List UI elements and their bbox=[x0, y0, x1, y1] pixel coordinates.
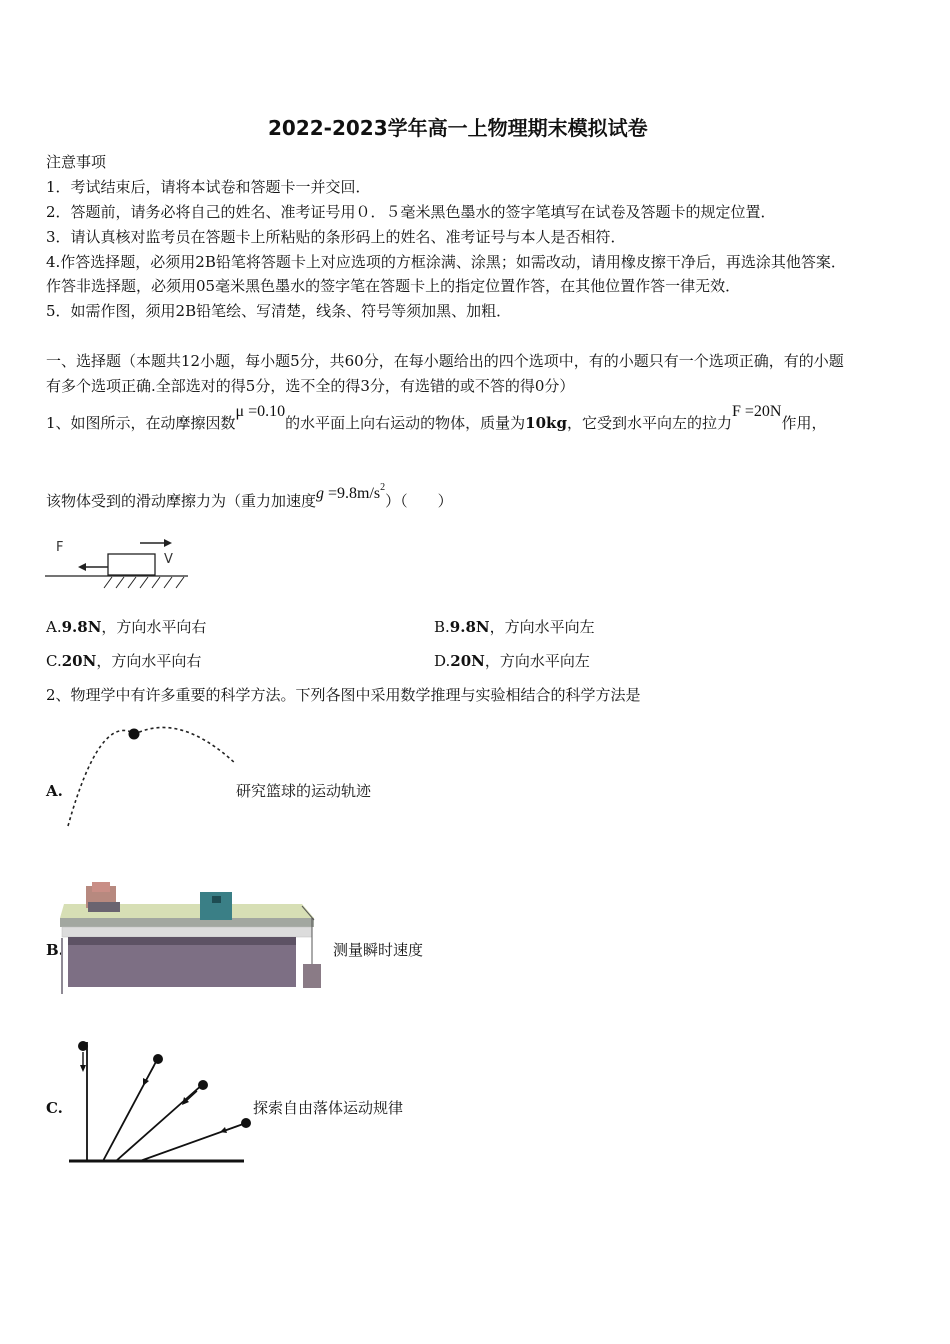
option-letter: D. bbox=[434, 652, 451, 670]
q1-option-a[interactable] bbox=[46, 617, 206, 637]
option-value: 20N bbox=[61, 652, 97, 670]
ball-medium bbox=[198, 1080, 208, 1090]
notice-item-5: 5．如需作图，须用2B铅笔绘、写清楚，线条、符号等须加黑、加粗． bbox=[46, 302, 512, 320]
table-base-shadow bbox=[68, 937, 296, 945]
section-instructions-line1: 一、选择题（本题共12小题，每小题5分，共60分，在每小题给出的四个选项中，有的小题只有一个选项正确，有的小题 bbox=[46, 352, 844, 370]
track-side bbox=[60, 918, 314, 927]
q1-g-symbol: g bbox=[316, 485, 325, 502]
option-value: 20N bbox=[450, 652, 485, 670]
option-text: ，方向水平向右 bbox=[101, 618, 207, 636]
q2-option-c-letter[interactable]: C. bbox=[46, 1099, 63, 1117]
q1-g bbox=[316, 482, 386, 502]
q1-stem-line1 bbox=[46, 404, 826, 443]
arrowhead-shallow bbox=[220, 1127, 227, 1133]
ball-vertical bbox=[78, 1041, 88, 1051]
q1-option-b[interactable] bbox=[434, 617, 595, 637]
glider bbox=[88, 902, 120, 912]
q1-text-e: 该物体受到的滑动摩擦力为（重力加速度 bbox=[46, 492, 317, 510]
q1-option-d[interactable] bbox=[434, 651, 590, 671]
q2-stem: 2、物理学中有许多重要的科学方法。下列各图中采用数学推理与实验相结合的科学方法是 bbox=[46, 686, 641, 704]
q1-option-c[interactable] bbox=[46, 651, 201, 671]
arrow-shallow bbox=[224, 1126, 238, 1131]
q2-option-a-letter[interactable]: A. bbox=[46, 782, 63, 800]
arrow-steep bbox=[145, 1066, 154, 1082]
q1-figure-f-label: F bbox=[56, 540, 64, 555]
option-value: 9.8N bbox=[449, 618, 490, 636]
notice-item-4-cont: 作答非选择题，必须用05毫米黑色墨水的签字笔在答题卡上的指定位置作答，在其他位置作答一律无效． bbox=[46, 277, 741, 295]
notice-heading: 注意事项 bbox=[46, 153, 107, 171]
q1-mass: 10kg bbox=[525, 414, 567, 432]
arrowhead-vertical bbox=[80, 1065, 86, 1072]
q1-force-arrowhead bbox=[78, 563, 86, 571]
trajectory-dotted-path bbox=[68, 727, 236, 826]
option-text: ，方向水平向左 bbox=[489, 618, 595, 636]
q2-option-a-caption: 研究篮球的运动轨迹 bbox=[236, 782, 372, 800]
section-instructions-line2: 有多个选项正确.全部选对的得5分，选不全的得3分，有选错的或不答的得0分） bbox=[46, 377, 575, 395]
photogate-part bbox=[92, 882, 110, 892]
q1-mu: μ =0.10 bbox=[235, 403, 286, 420]
option-letter: C. bbox=[46, 652, 62, 670]
incline-medium bbox=[116, 1084, 203, 1161]
q2-option-b-caption: 测量瞬时速度 bbox=[333, 941, 424, 959]
page-title: 2022-2023学年高一上物理期末模拟试卷 bbox=[268, 116, 648, 140]
q1-figure-v-label: V bbox=[164, 552, 173, 567]
q1-velocity-arrowhead bbox=[164, 539, 172, 547]
q2-option-b-letter[interactable]: B. bbox=[46, 941, 64, 959]
q1-text-a: 1、如图所示，在动摩擦因数 bbox=[46, 414, 236, 432]
basketball-dot bbox=[129, 729, 140, 740]
notice-item-1: 1．考试结束后，请将本试卷和答题卡一并交回． bbox=[46, 178, 371, 196]
sensor-hole bbox=[212, 896, 221, 903]
q1-block bbox=[108, 554, 155, 575]
notice-item-2: 2．答题前，请务必将自己的姓名、准考证号用０．５毫米黑色墨水的签字笔填写在试卷及答题卡的规定位置． bbox=[46, 203, 776, 221]
q1-g-exponent: 2 bbox=[380, 482, 386, 493]
option-letter: B. bbox=[434, 618, 450, 636]
inclined-planes-figure bbox=[66, 1038, 256, 1168]
q1-text-c: ，它受到水平向左的拉力 bbox=[566, 414, 732, 432]
basketball-trajectory-figure bbox=[60, 722, 260, 832]
ball-shallow bbox=[241, 1118, 251, 1128]
notice-item-4: 4.作答选择题，必须用2B铅笔将答题卡上对应选项的方框涂满、涂黑；如需改动，请用橡皮擦干净后，再选涂其他答案． bbox=[46, 253, 846, 271]
q2-option-c-caption: 探索自由落体运动规律 bbox=[253, 1099, 404, 1117]
notice-item-3: 3．请认真核对监考员在答题卡上所粘贴的条形码上的姓名、准考证号与本人是否相符． bbox=[46, 228, 626, 246]
option-text: ，方向水平向左 bbox=[484, 652, 590, 670]
air-track-figure bbox=[58, 878, 330, 996]
q1-text-b: 的水平面上向右运动的物体，质量为 bbox=[285, 414, 526, 432]
q1-text-d: 作用， bbox=[781, 414, 827, 432]
q1-g-value: =9.8m/s bbox=[324, 485, 381, 502]
q1-force: F =20N bbox=[731, 403, 782, 420]
option-letter: A. bbox=[46, 618, 62, 636]
hanging-weight bbox=[303, 964, 321, 988]
option-text: ，方向水平向右 bbox=[96, 652, 202, 670]
q1-figure bbox=[40, 530, 200, 600]
q1-stem-line2 bbox=[46, 478, 453, 520]
ball-steep bbox=[153, 1054, 163, 1064]
option-value: 9.8N bbox=[61, 618, 102, 636]
q1-ground-hatch bbox=[104, 577, 184, 588]
q1-text-f: ）（ ） bbox=[385, 492, 453, 510]
table-top bbox=[62, 927, 312, 937]
